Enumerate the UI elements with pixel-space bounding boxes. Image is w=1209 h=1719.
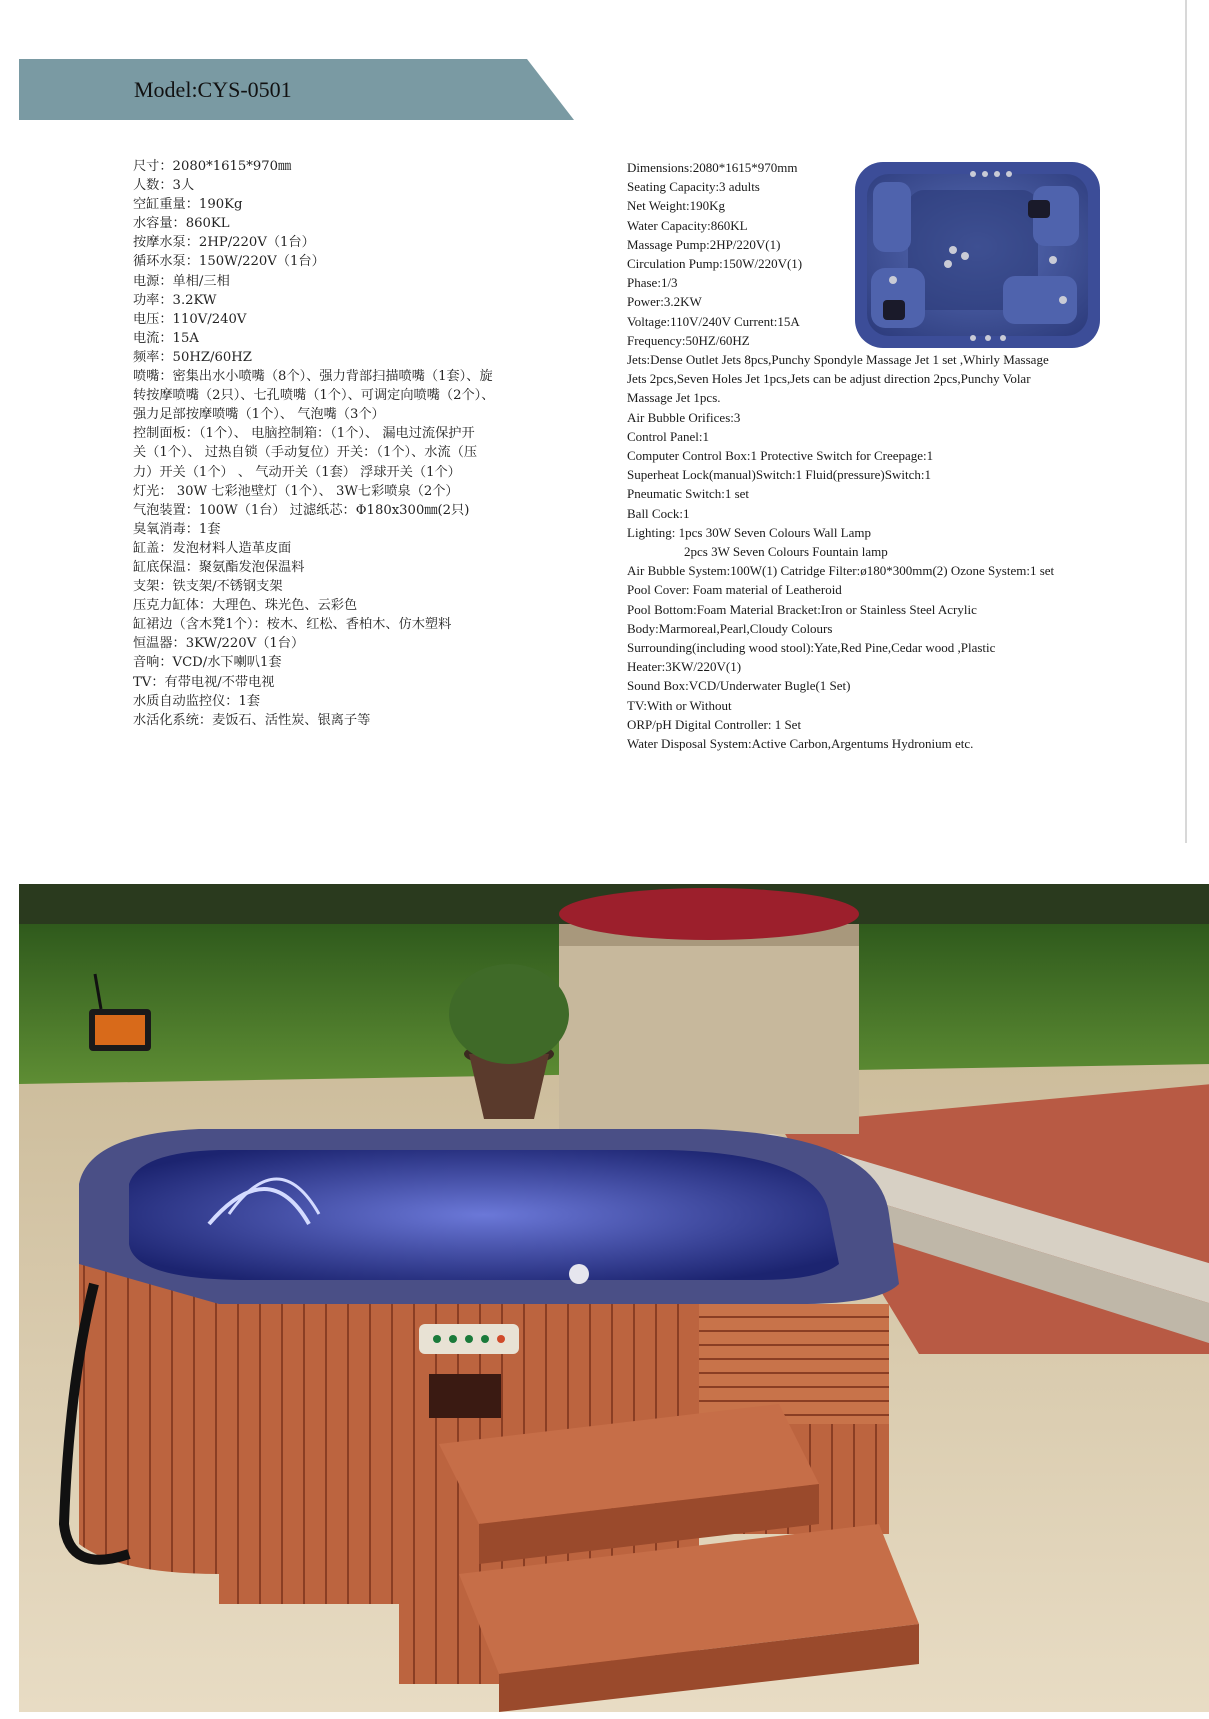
cn-spec-line: 压克力缸体：大理色、珠光色、云彩色 bbox=[133, 598, 358, 614]
en-spec-line: Control Panel:1 bbox=[627, 428, 709, 444]
cn-spec-line: 臭氧消毒：1套 bbox=[133, 521, 221, 537]
cn-spec-line: 缸盖：发泡材料人造革皮面 bbox=[133, 540, 292, 556]
en-spec-line: Body:Marmoreal,Pearl,Cloudy Colours bbox=[627, 620, 833, 636]
en-spec-line: Computer Control Box:1 Protective Switch for Creepage:1 bbox=[627, 448, 934, 464]
en-spec-line: 2pcs 3W Seven Colours Fountain lamp bbox=[684, 544, 888, 560]
cn-spec-line: 水容量：860KL bbox=[133, 216, 230, 232]
en-spec-line: Circulation Pump:150W/220V(1) bbox=[627, 256, 803, 272]
en-spec-line: Heater:3KW/220V(1) bbox=[627, 659, 742, 675]
cn-spec-line: 按摩水泵：2HP/220V（1台） bbox=[133, 235, 315, 251]
en-spec-line: Jets:Dense Outlet Jets 8pcs,Punchy Spondyle Massage Jet 1 set ,Whirly Massage bbox=[627, 352, 1049, 368]
tub-top-view-image bbox=[853, 160, 1102, 350]
en-spec-line: Sound Box:VCD/Underwater Bugle(1 Set) bbox=[627, 678, 851, 694]
hot-tub-product-photo bbox=[19, 884, 1209, 1712]
en-spec-line: ORP/pH Digital Controller: 1 Set bbox=[627, 716, 802, 732]
cn-spec-line: 水活化系统：麦饭石、活性炭、银离子等 bbox=[133, 712, 371, 728]
en-spec-line: Dimensions:2080*1615*970mm bbox=[627, 160, 798, 175]
cn-spec-line: 音响：VCD/水下喇叭1套 bbox=[133, 655, 282, 671]
banner-shape bbox=[19, 59, 574, 120]
cn-spec-line: 尺寸：2080*1615*970㎜ bbox=[133, 159, 292, 174]
cn-spec-line: 电流：15A bbox=[133, 330, 199, 346]
en-spec-line: Pool Cover: Foam material of Leatheroid bbox=[627, 582, 842, 598]
en-spec-line: Water Capacity:860KL bbox=[627, 217, 748, 233]
cn-spec-line: 支架：铁支架/不锈钢支架 bbox=[133, 579, 283, 595]
cn-spec-line: 功率：3.2KW bbox=[133, 292, 217, 308]
en-spec-line: Air Bubble Orifices:3 bbox=[627, 409, 741, 425]
en-spec-line: Massage Pump:2HP/220V(1) bbox=[627, 236, 781, 252]
cn-spec-line: 人数：3人 bbox=[133, 178, 195, 194]
en-spec-line: Air Bubble System:100W(1) Catridge Filter:ø180*300mm(2) Ozone System:1 set bbox=[627, 563, 1055, 579]
cn-spec-line: 灯光： 30W 七彩池壁灯（1个）、 3W七彩喷泉（2个） bbox=[133, 483, 459, 499]
en-spec-line: Power:3.2KW bbox=[627, 294, 702, 310]
en-spec-line: Phase:1/3 bbox=[627, 275, 678, 291]
cn-spec-line: 转按摩喷嘴（2只）、七孔喷嘴（1个）、可调定向喷嘴（2个）、 bbox=[133, 388, 495, 404]
en-spec-line: Seating Capacity:3 adults bbox=[627, 179, 760, 195]
cn-spec-line: 控制面板：（1个）、 电脑控制箱：（1个）、 漏电过流保护开 bbox=[133, 426, 475, 442]
page-edge-rule bbox=[1185, 0, 1187, 843]
cn-spec-line: 水质自动监控仪：1套 bbox=[133, 693, 261, 709]
cn-spec-line: 缸裙边（含木凳1个）：桉木、红松、香柏木、仿木塑料 bbox=[133, 617, 452, 633]
cn-spec-line: 电压：110V/240V bbox=[133, 311, 247, 327]
en-spec-line: Net Weight:190Kg bbox=[627, 198, 726, 214]
en-spec-line: Ball Cock:1 bbox=[627, 505, 690, 521]
en-spec-line: Water Disposal System:Active Carbon,Argentums Hydronium etc. bbox=[627, 736, 974, 752]
model-banner bbox=[19, 59, 574, 120]
cn-spec-line: 力）开关（1个） 、 气动开关（1套） 浮球开关（1个） bbox=[133, 464, 461, 480]
model-title: Model:CYS-0501 bbox=[134, 77, 292, 102]
en-spec-line: Massage Jet 1pcs. bbox=[627, 390, 721, 406]
cn-spec-line: TV：有带电视/不带电视 bbox=[133, 674, 275, 690]
cn-spec-line: 空缸重量：190Kg bbox=[133, 197, 243, 213]
en-spec-line: Voltage:110V/240V Current:15A bbox=[627, 313, 800, 329]
cn-spec-line: 喷嘴：密集出水小喷嘴（8个）、强力背部扫描喷嘴（1套）、旋 bbox=[133, 369, 493, 385]
en-spec-line: Surrounding(including wood stool):Yate,Red Pine,Cedar wood ,Plastic bbox=[627, 640, 996, 656]
en-spec-line: Superheat Lock(manual)Switch:1 Fluid(pressure)Switch:1 bbox=[627, 467, 931, 483]
en-spec-line: Frequency:50HZ/60HZ bbox=[627, 332, 750, 348]
cn-spec-line: 循环水泵：150W/220V（1台） bbox=[133, 254, 325, 270]
en-spec-line: Jets 2pcs,Seven Holes Jet 1pcs,Jets can be adjust direction 2pcs,Punchy Volar bbox=[627, 371, 1031, 387]
cn-spec-line: 恒温器：3KW/220V（1台） bbox=[133, 636, 305, 652]
cn-spec-line: 电源：单相/三相 bbox=[133, 273, 230, 289]
chinese-spec-list bbox=[133, 157, 573, 730]
cn-spec-line: 关（1个）、 过热自锁（手动复位）开关：（1个）、水流（压 bbox=[133, 445, 478, 461]
cn-spec-line: 频率：50HZ/60HZ bbox=[133, 349, 252, 365]
en-spec-line: Pneumatic Switch:1 set bbox=[627, 486, 750, 502]
cn-spec-line: 缸底保温：聚氨酯发泡保温料 bbox=[133, 559, 305, 575]
en-spec-line: TV:With or Without bbox=[627, 697, 732, 713]
cn-spec-line: 气泡装置：100W（1台） 过滤纸芯：Φ180x300㎜(2只) bbox=[133, 502, 470, 518]
en-spec-line: Pool Bottom:Foam Material Bracket:Iron or Stainless Steel Acrylic bbox=[627, 601, 977, 617]
en-spec-line: Lighting: 1pcs 30W Seven Colours Wall Lamp bbox=[627, 524, 872, 540]
cn-spec-line: 强力足部按摩喷嘴（1个）、 气泡嘴（3个） bbox=[133, 407, 385, 423]
